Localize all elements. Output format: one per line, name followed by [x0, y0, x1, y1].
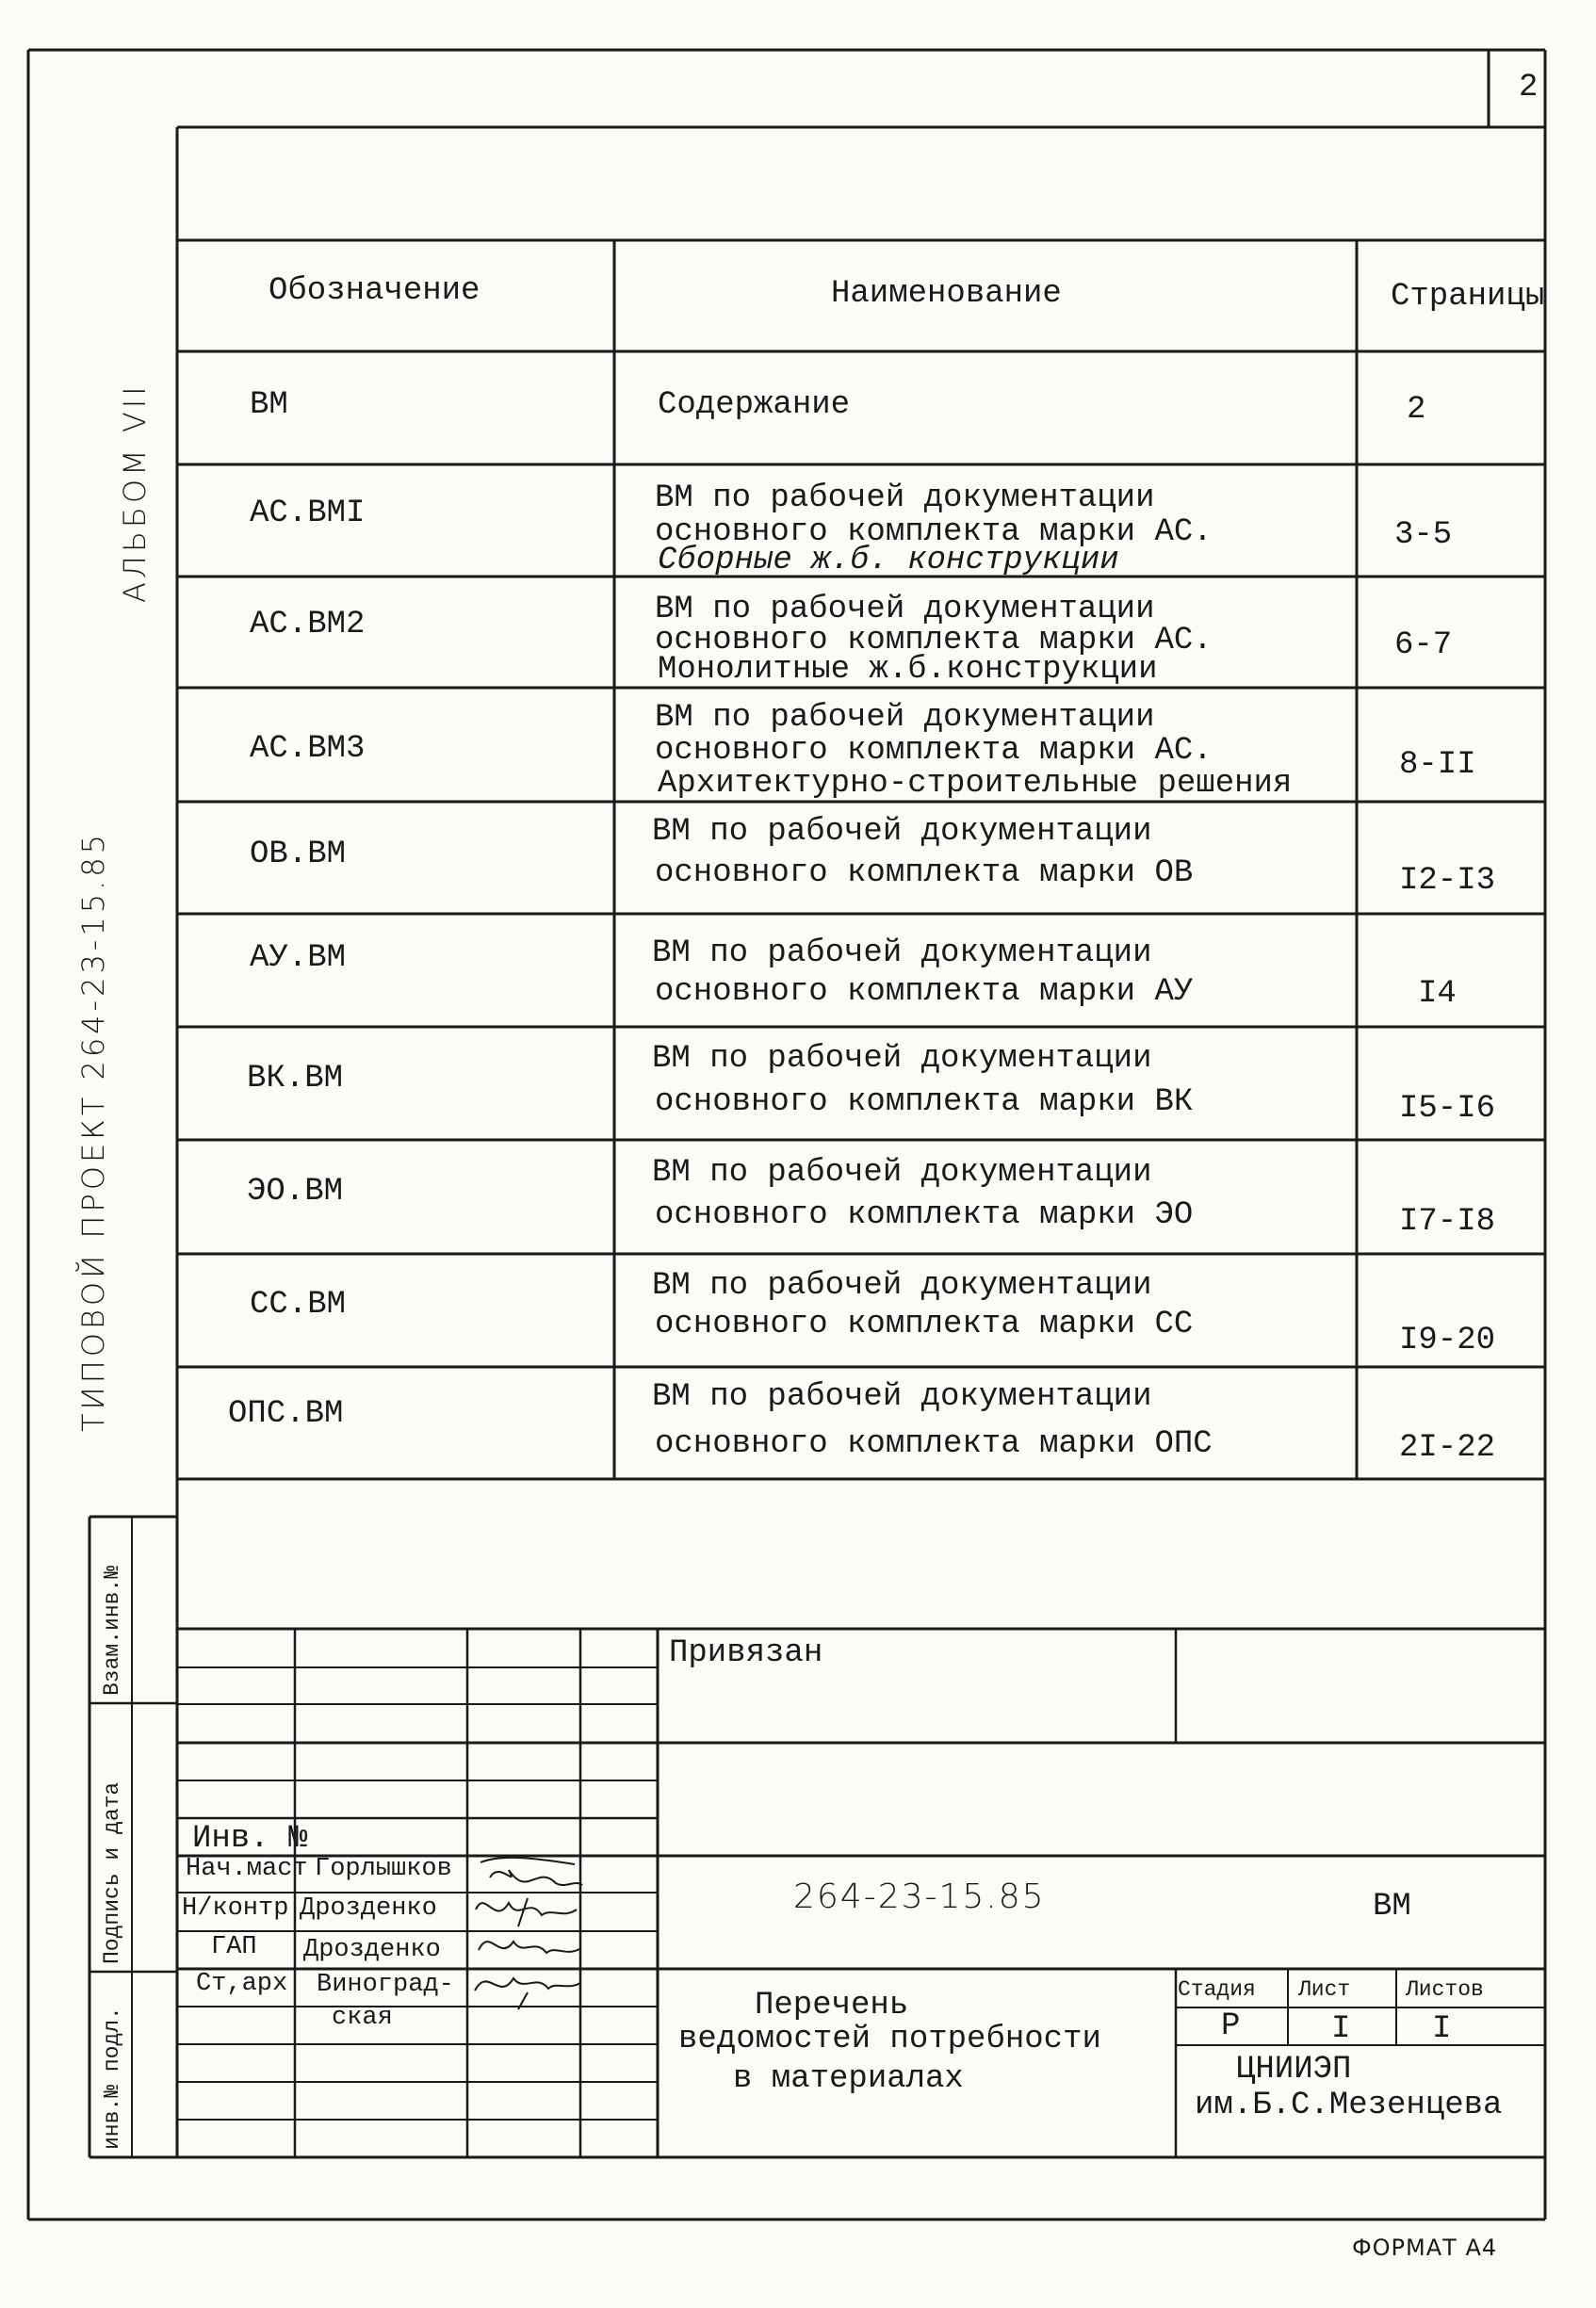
table-row-name: ВМ по рабочей документации [652, 814, 1152, 850]
sheets-value: I [1432, 2011, 1452, 2047]
table-row-name: ВМ по рабочей документации [655, 592, 1155, 627]
staff-name: Горлышков [315, 1855, 452, 1883]
staff-role: Нач.маст [186, 1855, 308, 1883]
stage-label: Стадия [1178, 1977, 1256, 2002]
sheet-number: 2 [1519, 70, 1539, 106]
table-row-code: АС.ВМ2 [250, 607, 366, 642]
table-row-name: основного комплекта марки АС. [655, 733, 1213, 769]
table-row-name: основного комплекта марки СС [655, 1307, 1194, 1342]
sheet-value: I [1331, 2011, 1351, 2047]
format-label: ФОРМАТ А4 [1352, 2235, 1498, 2261]
title-line: в материалах [733, 2061, 964, 2097]
side-stamp-vzam: Взам.инв.№ [100, 1565, 124, 1696]
org-name-2: им.Б.С.Мезенцева [1195, 2088, 1503, 2123]
staff-name: Виноград- [317, 1971, 454, 1999]
table-row-name: ВМ по рабочей документации [652, 1268, 1152, 1304]
side-stamp-inv: инв.№ подл. [100, 2007, 124, 2150]
privyazan-label: Привязан [669, 1635, 823, 1671]
signature-marks [462, 1851, 594, 2011]
table-row-code: АС.ВМI [250, 496, 366, 531]
album-vertical-text: АЛЬБОМ VII [117, 382, 153, 603]
stage-value: Р [1221, 2008, 1241, 2044]
table-row-code: СС.ВМ [250, 1287, 347, 1323]
table-row-pages: 8-II [1399, 747, 1476, 783]
table-row-code: АС.ВМ3 [250, 731, 366, 767]
title-line: Перечень [755, 1988, 909, 2024]
project-vertical-text: ТИПОВОЙ ПРОЕКТ 264-23-15.85 [75, 831, 111, 1432]
table-row-code: ЭО.ВМ [247, 1174, 344, 1210]
table-row-name: ВМ по рабочей документации [652, 935, 1152, 971]
org-name: ЦНИИЭП [1236, 2052, 1352, 2088]
table-row-name: основного комплекта марки ОВ [655, 855, 1194, 891]
staff-name-cont: ская [332, 2004, 393, 2032]
doc-mark: ВМ [1373, 1889, 1411, 1925]
table-row-code: АУ.ВМ [250, 940, 347, 976]
table-row-name: основного комплекта марки ЭО [655, 1197, 1194, 1233]
table-row-pages: 3-5 [1394, 517, 1453, 553]
table-row-name: ВМ по рабочей документации [652, 1041, 1152, 1077]
table-row-pages: 2 [1407, 392, 1426, 428]
staff-name: Дрозденко [303, 1936, 441, 1964]
table-row-pages: I9-20 [1399, 1323, 1496, 1358]
doc-number: 264-23-15.85 [793, 1877, 1046, 1916]
table-row-code: ОВ.ВМ [250, 837, 347, 872]
table-row-pages: I2-I3 [1399, 863, 1496, 899]
sheet-label: Лист [1298, 1977, 1351, 2002]
table-row-pages: I4 [1418, 976, 1457, 1012]
table-row-name: основного комплекта марки АС. [655, 514, 1213, 550]
table-row-code: ОПС.ВМ [228, 1396, 344, 1432]
table-row-name: основного комплекта марки АУ [655, 974, 1194, 1010]
table-row-pages: 6-7 [1394, 627, 1453, 663]
table-row-name: ВМ по рабочей документации [652, 1379, 1152, 1415]
staff-role: ГАП [211, 1933, 257, 1961]
table-row-name: ВМ по рабочей документации [655, 480, 1155, 516]
sheets-label: Листов [1406, 1977, 1484, 2002]
table-row-pages: 2I-22 [1399, 1430, 1496, 1466]
table-row-name: ВМ по рабочей документации [655, 700, 1155, 736]
staff-name: Дрозденко [300, 1894, 437, 1923]
header-designation: Обозначение [269, 273, 480, 309]
table-row-name: ВМ по рабочей документации [652, 1155, 1152, 1191]
side-stamp-podpis: Подпись и дата [100, 1781, 124, 1964]
table-row-name: Содержание [658, 387, 851, 423]
table-row-name: Архитектурно-строительные решения [658, 766, 1293, 802]
header-name: Наименование [831, 276, 1062, 312]
table-row-code: ВК.ВМ [247, 1061, 344, 1097]
table-row-name: Монолитные ж.б.конструкции [658, 652, 1158, 688]
staff-role: Ст,арх [196, 1970, 288, 1998]
table-row-name: основного комплекта марки ОПС [655, 1426, 1213, 1462]
title-line: ведомостей потребности [678, 2022, 1101, 2057]
table-row-pages: I5-I6 [1399, 1091, 1496, 1127]
header-pages: Страницы [1391, 279, 1545, 315]
inv-no-label: Инв. № [192, 1821, 308, 1857]
table-row-pages: I7-I8 [1399, 1204, 1496, 1240]
table-row-name: основного комплекта марки ВК [655, 1084, 1194, 1120]
table-row-name: основного комплекта марки АС. [655, 623, 1213, 658]
table-row-code: ВМ [250, 387, 288, 423]
staff-role: Н/контр [182, 1894, 289, 1923]
table-row-name: Сборные ж.б. конструкции [658, 543, 1119, 578]
